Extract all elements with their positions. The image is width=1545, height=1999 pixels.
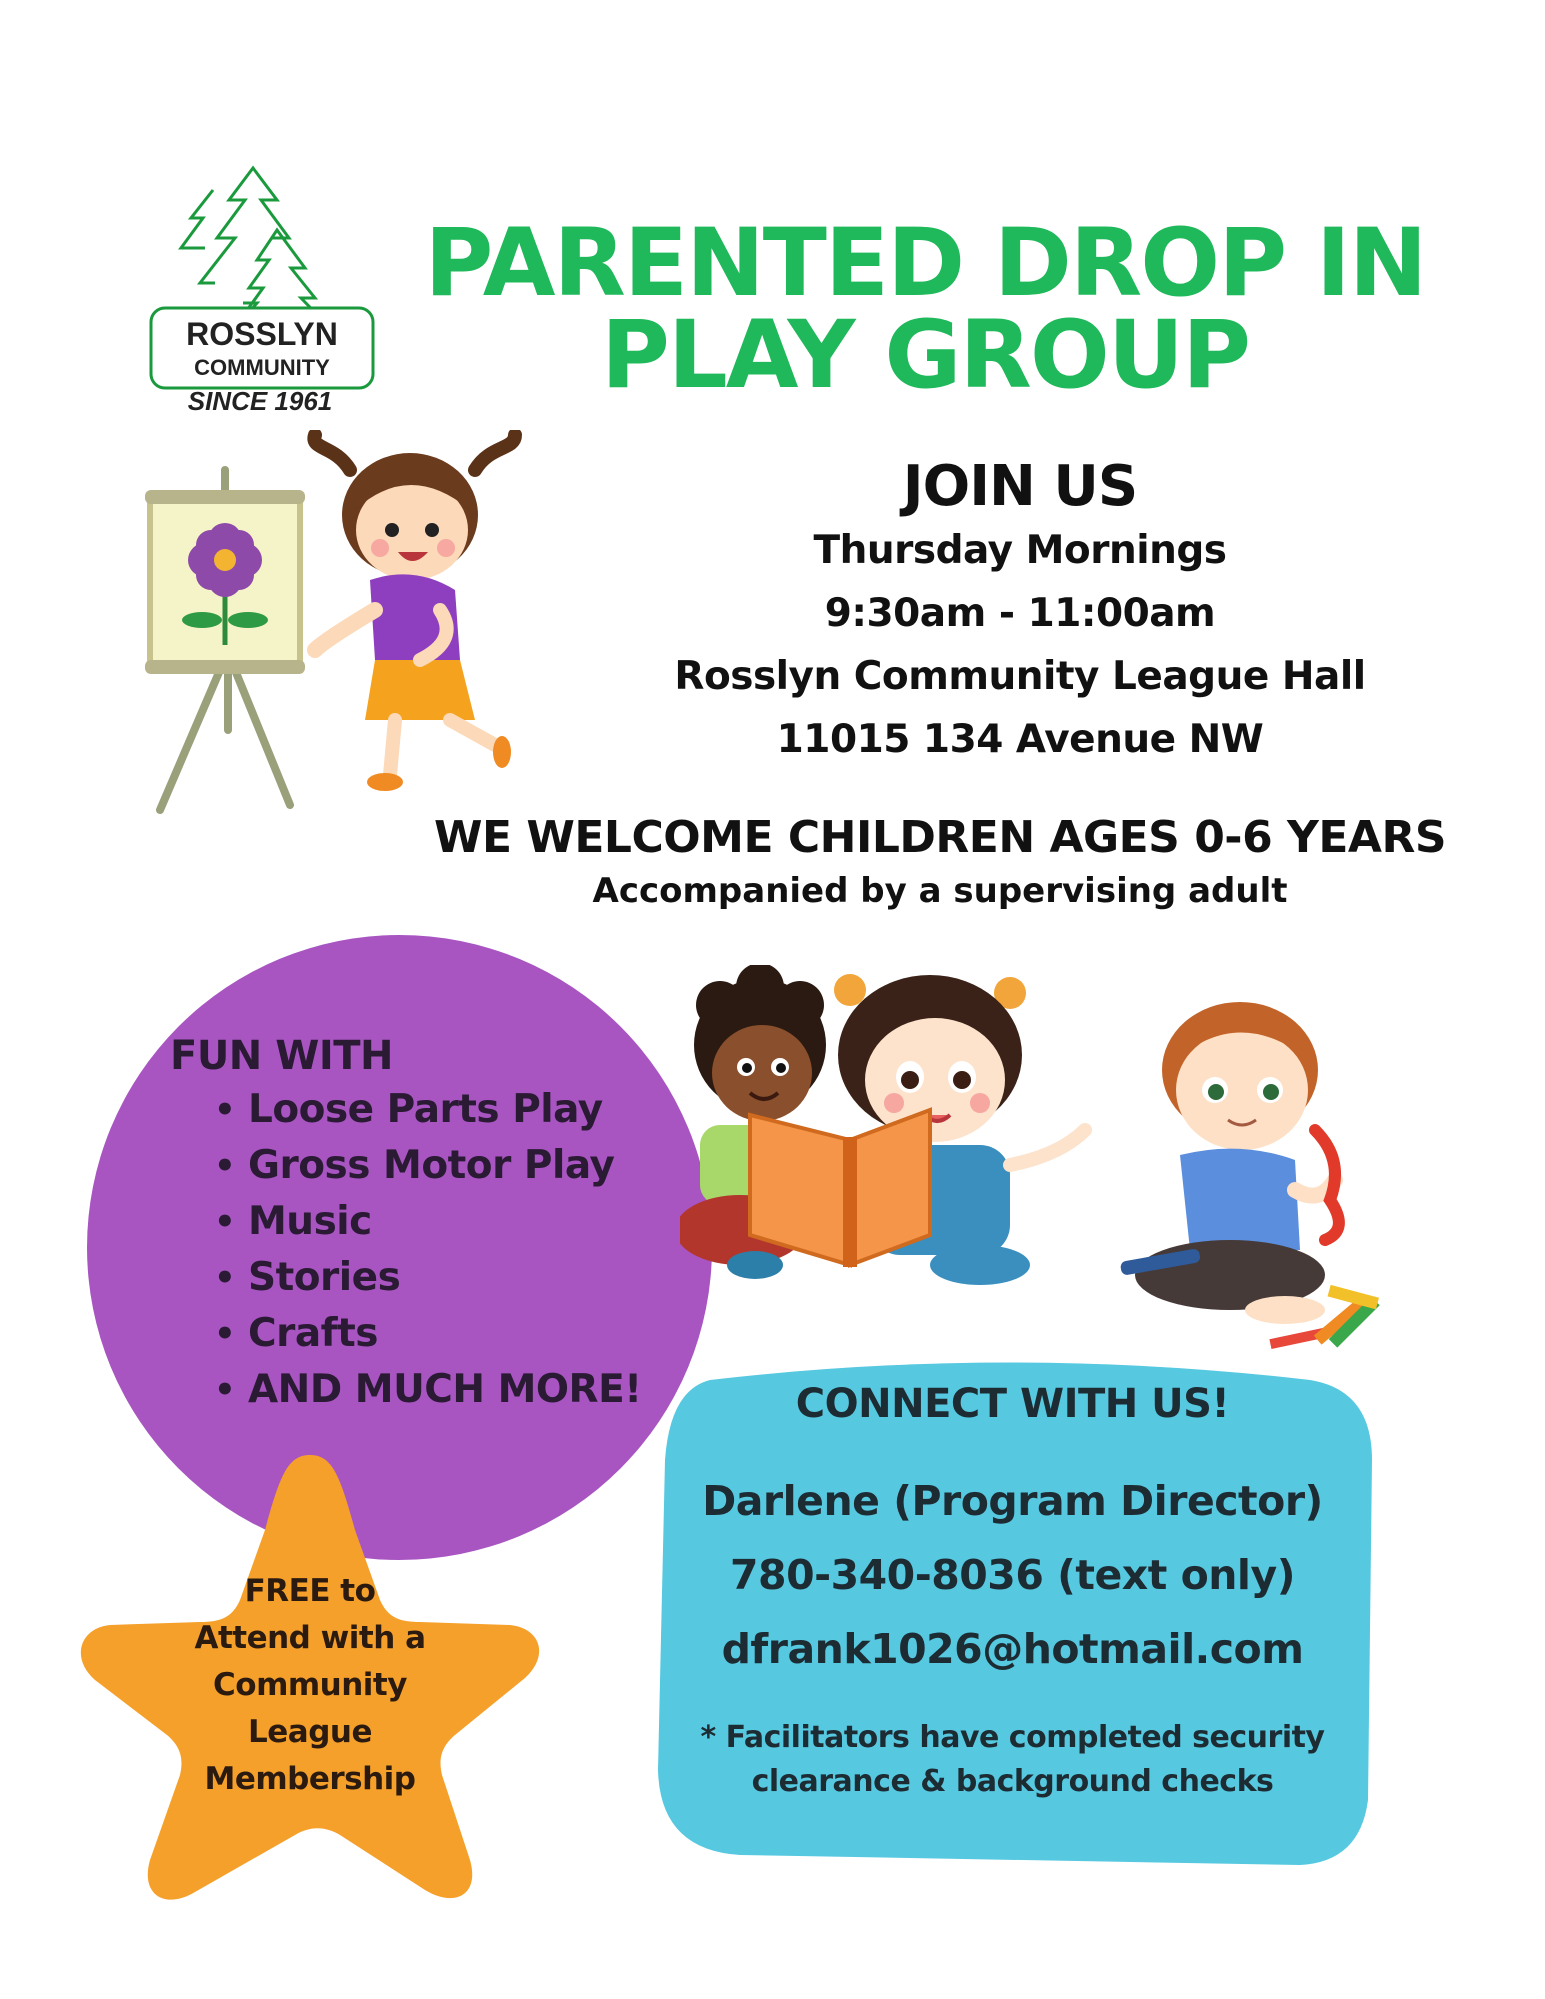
connect-heading: CONNECT WITH US! [795, 1381, 1230, 1427]
event-details [600, 455, 1440, 771]
list-item: • Crafts [220, 1306, 690, 1362]
security-note-line2: clearance & background checks [751, 1764, 1274, 1799]
event-venue: Rosslyn Community League Hall [674, 654, 1366, 699]
boy-playing-illustration [1120, 990, 1380, 1370]
title-line1: PARENTED DROP IN [424, 209, 1426, 318]
logo-since: SINCE 1961 [187, 386, 333, 416]
girl-painting-illustration [140, 430, 540, 830]
star-line1: FREE to [244, 1573, 376, 1609]
activities-heading: FUN WITH [170, 1033, 393, 1079]
list-item: • Gross Motor Play [220, 1138, 690, 1194]
age-welcome: WE WELCOME CHILDREN AGES 0-6 YEARS [433, 812, 1447, 863]
event-day: Thursday Mornings [813, 528, 1227, 573]
event-time: 9:30am - 11:00am [824, 591, 1216, 636]
join-heading: JOIN US [902, 454, 1138, 519]
contact-email[interactable]: dfrank1026@hotmail.com [721, 1625, 1304, 1673]
title-line2: PLAY GROUP [600, 301, 1249, 410]
list-item: • Music [220, 1194, 690, 1250]
contact-phone[interactable]: 780-340-8036 (text only) [730, 1551, 1295, 1599]
contact-name: Darlene (Program Director) [702, 1477, 1323, 1525]
activities-items [170, 1082, 690, 1418]
logo-line1: ROSSLYN [186, 316, 338, 352]
list-item: • AND MUCH MORE! [220, 1362, 690, 1418]
event-address: 11015 134 Avenue NW [776, 717, 1264, 762]
star-line3: Community [213, 1667, 407, 1703]
star-line4: League [248, 1714, 372, 1750]
star-line5: Membership [204, 1761, 416, 1797]
kids-reading-illustration [680, 965, 1100, 1305]
security-note [650, 1716, 1375, 1804]
list-item: • Stories [220, 1250, 690, 1306]
list-item: • Loose Parts Play [220, 1082, 690, 1138]
contact-info [650, 1378, 1375, 1804]
supervision-note: Accompanied by a supervising adult [592, 871, 1288, 911]
page-title [400, 209, 1450, 410]
logo-line2: COMMUNITY [194, 355, 330, 380]
star-line2: Attend with a [194, 1620, 426, 1656]
activities-list [170, 1030, 690, 1418]
rosslyn-community-logo [145, 138, 385, 418]
membership-offer [150, 1568, 470, 1803]
security-note-line1: * Facilitators have completed security [700, 1720, 1325, 1755]
